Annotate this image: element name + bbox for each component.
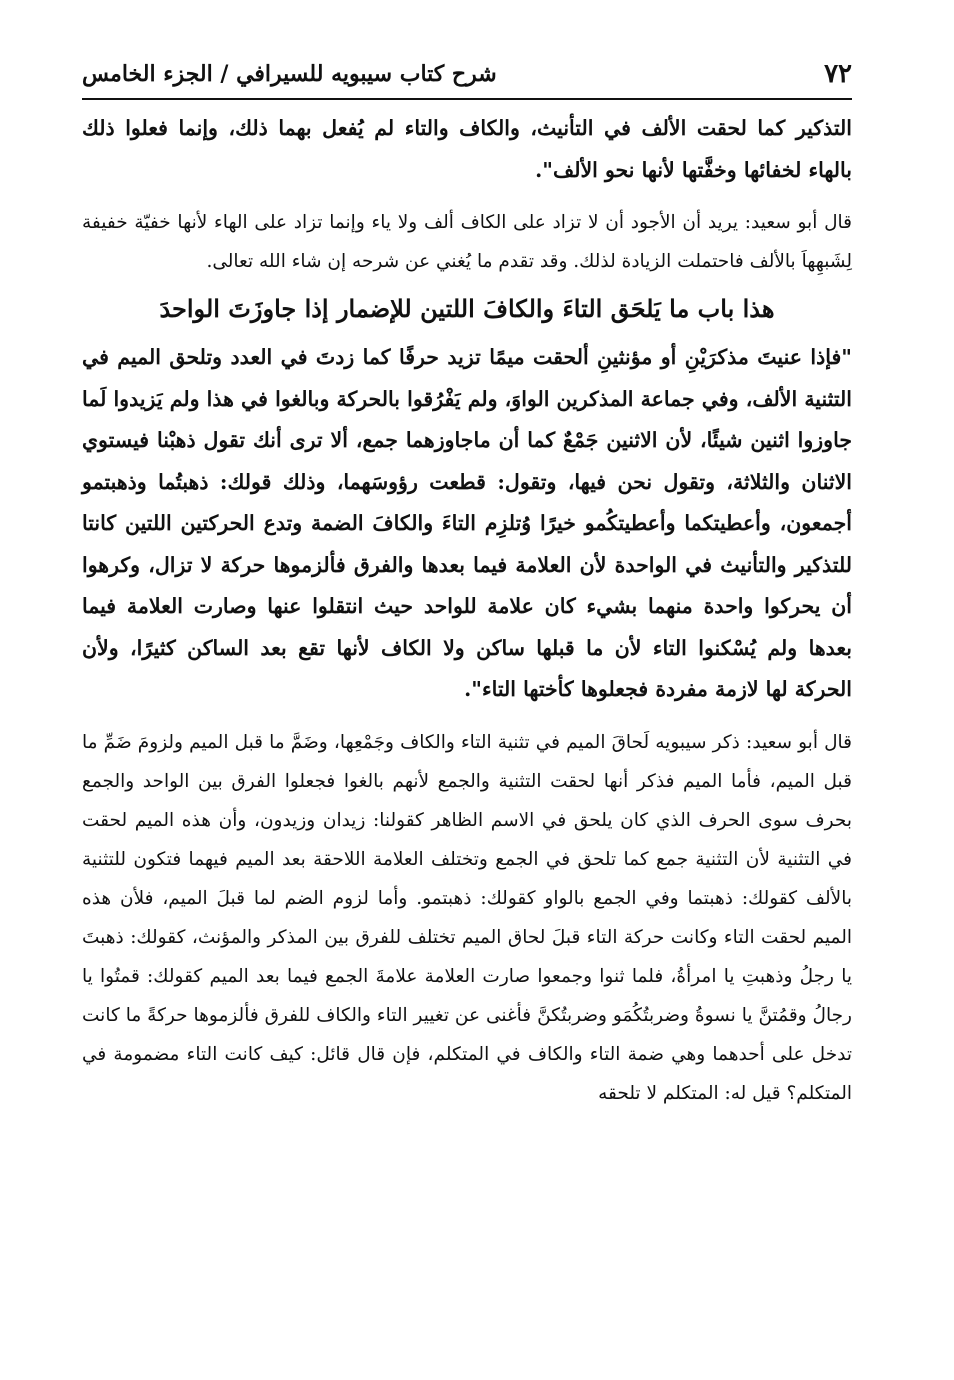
commentary-paragraph: قال أبو سعيد: يريد أن الأجود أن لا تزاد على الكاف ألف ولا ياء وإنما تزاد على الهاء لأنها خفيّة خفيفة لِشَبهِهاَ بالألف فاحتملت الزيادة لذلك. وقد تقدم ما يُغني عن شرحه إن شاء الله تعالى. [82, 212, 852, 272]
quoted-text-paragraph: "فإذا عنيتَ مذكرَيْنِ أو مؤنثينِ ألحقت ميمًا تزيد حرفًا كما زدتَ في العدد وتلحق الميم في التثنية الألف، وفي جماعة المذكرين الواوَ، ولم يَفْرُقوا بالحركة وبالغوا في هذا ولم يَزيدوا لَما جاوزوا اثنين شيئًا، لأن الاثنين جَمْعٌ كما أن ماجاوزهما جمع، ألا ترى أنك تقول ذهبْنا فيستوي الاثنان والثلاثة، وتقول نحن فيها، وتقول: قطعت رؤوسَهما، وذلك قولك: ذهبتُما وذهبتمو أجمعون، وأعطيتكما وأعطيتكُمو خيرًا وُتلزِم التاءَ والكافَ الضمة وتدع الحركتين اللتين كانتا للتذكير والتأنيث في الواحدة لأن العلامة فيما بعدها والفرق فألزموها حركة لا تزال، وكرهوا أن يحركوا واحدة منهما بشيء كان علامة للواحد حيث انتقلوا عنها وصارت العلامة فيما بعدها ولم يُسْكنوا التاء لأن ما قبلها ساكن ولا الكاف لأنها تقع بعد الساكن كثيرًا، ولأن الحركة لها لازمة مفردة فجعلوها كأختها التاء". [82, 345, 852, 701]
page-header [82, 52, 852, 96]
page-number: ٧٢ [824, 59, 852, 89]
quoted-text-continuation: التذكير كما لحقت الألف في التأنيث، والكاف والتاء لم يُفعل بهما ذلك، وإنما فعلوا ذلك بالهاء لخفائها وخفَّتها لأنها نحو الألف". [82, 116, 852, 182]
header-rule [82, 98, 852, 100]
running-title: شرح كتاب سيبويه للسيرافي / الجزء الخامس [82, 61, 497, 87]
chapter-heading: هذا باب ما يَلحَق التاءَ والكافَ اللتين للإضمار إذا جاوزَتَ الواحدَ [159, 294, 775, 323]
commentary-paragraph: قال أبو سعيد: ذكر سيبويه لَحاقَ الميم في تثنية التاء والكاف وجَمْعِها، وضَمَّ ما قبل الميم ولزومَ ضَمِّ ما قبل الميم، فأما الميم فذكر أنها لحقت التثنية والجمع لأنهم بالغوا فجعلوا الفرق بين الواحد والجمع بحرف سوى الحرف الذي كان يلحق في الاسم الظاهر كقولنا: زيدان وزيدون، وأن هذه الميم لحقت في التثنية لأن التثنية جمع كما تلحق في الجمع وتختلف العلامة اللاحقة بعد الميم فيهما فتكون للتثنية بالألف كقولك: ذهبتما وفي الجمع بالواو كقولك: ذهبتمو. وأما لزوم الضم لما قبلَ الميم، فلأن هذه الميم لحقت التاء وكانت حركة التاء قبلَ لحاق الميم تختلف للفرق بين المذكر والمؤنث، كقولك: ذهبتَ يا رجلُ وذهبتِ يا امرأةُ، فلما ثنوا وجمعوا صارت العلامة علامةَ الجمع فيما بعد الميم كقولك: قمتُوا يا رجالُ وقمُتنَّ يا نسوةُ وضربتُكُمَو وضربتُكنَّ فأغنى عن تغيير التاء والكاف للفرق فألزموها حركةً ما كانت تدخل على أحدهما وهي ضمة التاء والكاف في المتكلم، فإن قال قائل: كيف كانت التاء مضمومة في المتكلم؟ قيل له: المتكلم لا تلحقه [82, 731, 852, 1104]
page-body [82, 108, 852, 1113]
